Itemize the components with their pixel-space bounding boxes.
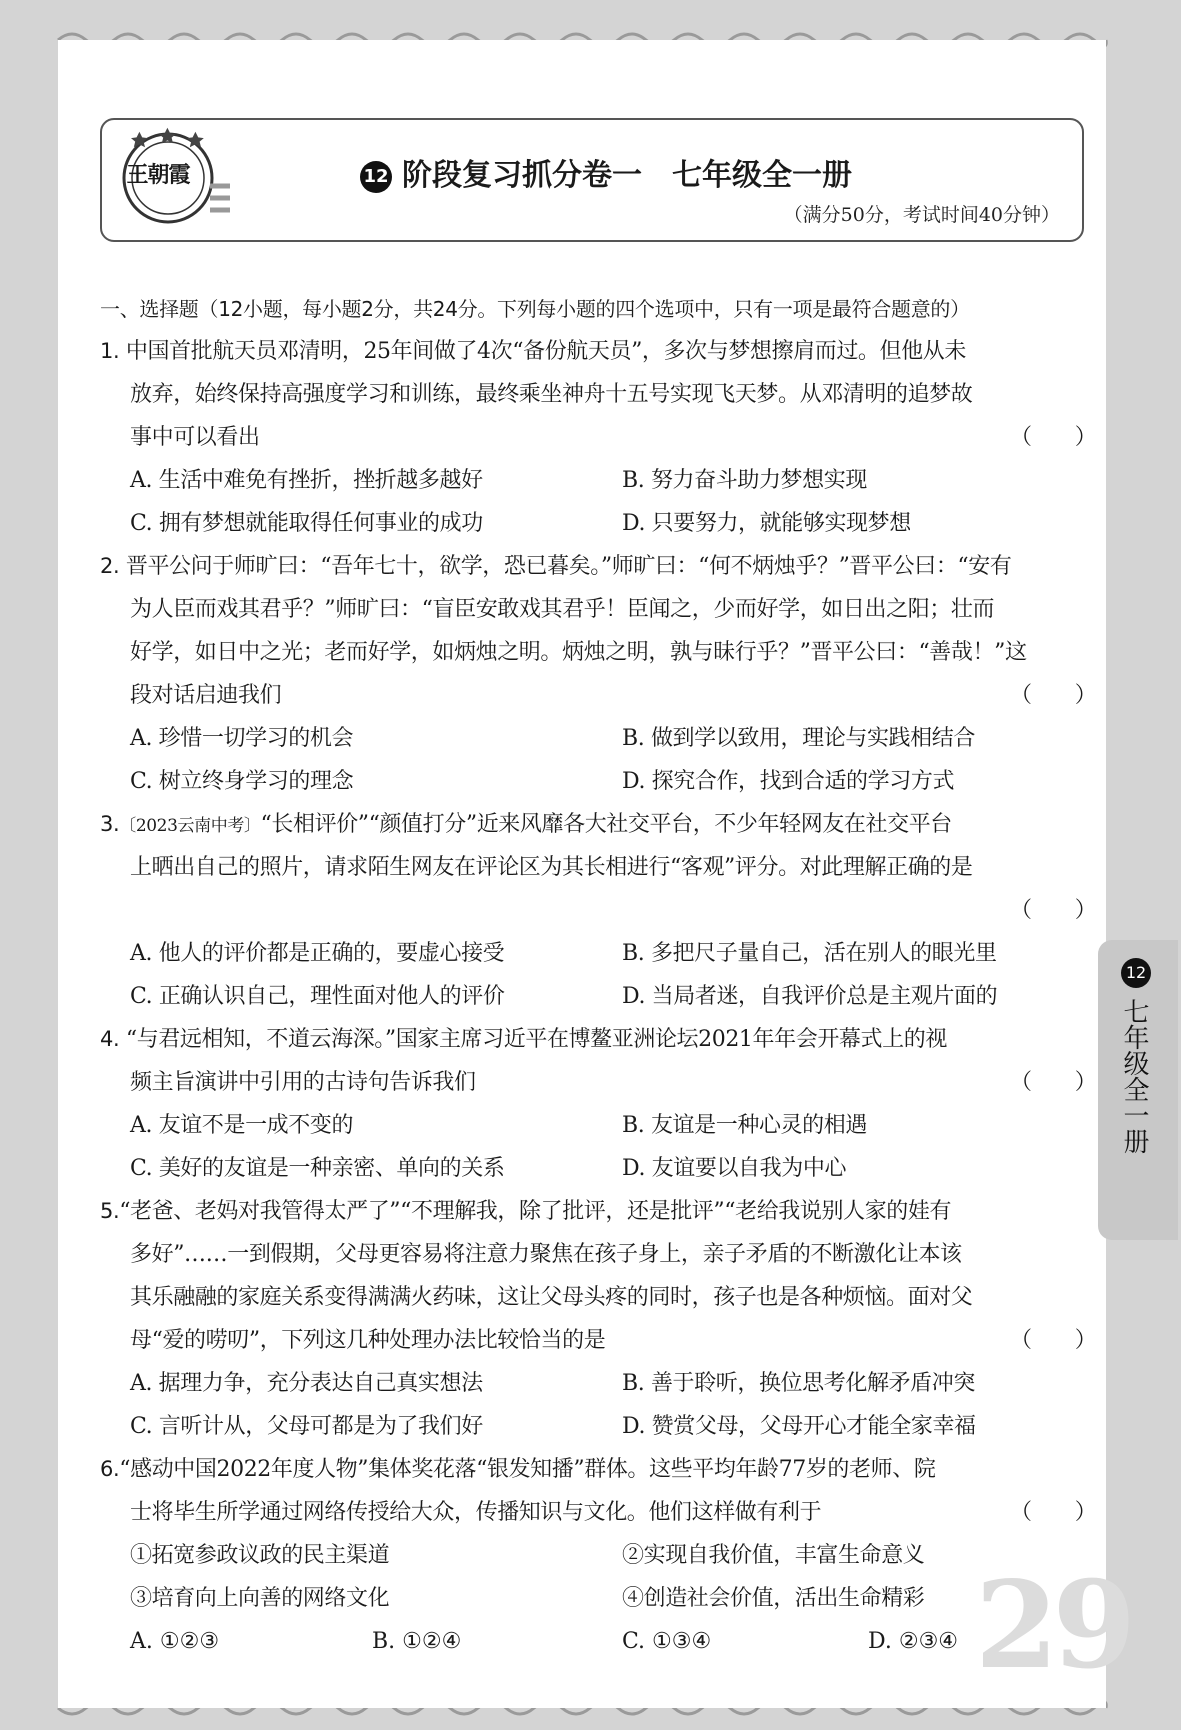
- question-1-options-row-2: [100, 502, 1080, 545]
- statement-2: ②实现自我价值，丰富生命意义: [622, 1543, 925, 1568]
- answer-blank[interactable]: （ ）: [1010, 1328, 1097, 1353]
- side-tab-number-badge: 12: [1121, 958, 1151, 988]
- question-source: 〔2023云南中考〕: [119, 816, 261, 836]
- question-5-line-2: 多好”……一到假期，父母更容易将注意力聚焦在孩子身上，亲子矛盾的不断激化让本该: [130, 1242, 962, 1267]
- option-c[interactable]: C. 树立终身学习的理念: [130, 769, 354, 794]
- section-heading: 一、选择题（12小题，每小题2分，共24分。下列每小题的四个选项中，只有一项是最符合题意的）: [100, 297, 970, 321]
- statement-1: ①拓宽参政议政的民主渠道: [130, 1543, 390, 1568]
- question-3-options-row-2: [100, 975, 1080, 1018]
- option-a[interactable]: A. 珍惜一切学习的机会: [130, 726, 354, 751]
- option-a[interactable]: A. 友谊不是一成不变的: [130, 1113, 354, 1138]
- option-d[interactable]: D. 当局者迷，自我评价总是主观片面的: [622, 984, 998, 1009]
- option-c[interactable]: C. 美好的友谊是一种亲密、单向的关系: [130, 1156, 505, 1181]
- question-1-line-1: 1. 中国首批航天员邓清明，25年间做了4次“备份航天员”，多次与梦想擦肩而过。但他从未: [100, 339, 966, 364]
- question-6-options-row: [100, 1620, 1080, 1663]
- question-5-options-row-1: [100, 1362, 1080, 1405]
- answer-blank[interactable]: （ ）: [1010, 1500, 1097, 1525]
- option-b[interactable]: B. ①②④: [372, 1629, 462, 1654]
- question-2-line-1: 2. 晋平公问于师旷曰：“吾年七十，欲学，恐已暮矣。”师旷曰：“何不炳烛乎？”晋平公曰：“安有: [100, 554, 1012, 579]
- answer-blank[interactable]: （ ）: [1010, 1070, 1097, 1095]
- question-5-line-4: 母“爱的唠叨”，下列这几种处理办法比较恰当的是 （ ）: [100, 1319, 1080, 1362]
- option-d[interactable]: D. 探究合作，找到合适的学习方式: [622, 769, 955, 794]
- question-6-line-2: 士将毕生所学通过网络传授给大众，传播知识与文化。他们这样做有利于 （ ）: [100, 1491, 1080, 1534]
- question-6-line-1: 6.“感动中国2022年度人物”集体奖花落“银发知播”群体。这些平均年龄77岁的老师、院: [100, 1457, 936, 1482]
- question-4-line-1: 4. “与君远相知，不道云海深。”国家主席习近平在博鳌亚洲论坛2021年年会开幕式上的视: [100, 1027, 947, 1052]
- statement-4: ④创造社会价值，活出生命精彩: [622, 1586, 925, 1611]
- question-5-line-3: 其乐融融的家庭关系变得满满火药味，这让父母头疼的同时，孩子也是各种烦恼。面对父: [130, 1285, 973, 1310]
- question-4-line-2: 频主旨演讲中引用的古诗句告诉我们 （ ）: [100, 1061, 1080, 1104]
- question-2-line-2: 为人臣而戏其君乎？”师旷曰：“盲臣安敢戏其君乎！臣闻之，少而好学，如日出之阳；壮而: [130, 597, 995, 622]
- option-b[interactable]: B. 友谊是一种心灵的相遇: [622, 1113, 867, 1138]
- option-c[interactable]: C. 正确认识自己，理性面对他人的评价: [130, 984, 505, 1009]
- option-d[interactable]: D. 友谊要以自我为中心: [622, 1156, 847, 1181]
- paper-title: [360, 150, 980, 194]
- option-c[interactable]: C. 言听计从，父母可都是为了我们好: [130, 1414, 483, 1439]
- question-3-line-3: [100, 889, 1097, 932]
- side-tab-label: 七年级全一册: [1119, 998, 1149, 1154]
- question-4-options-row-1: [100, 1104, 1080, 1147]
- answer-blank[interactable]: （ ）: [1010, 683, 1097, 708]
- question-6-statements-row-1: [100, 1534, 1080, 1577]
- question-1-line-3: 事中可以看出 （ ）: [100, 416, 1080, 459]
- option-c[interactable]: C. ①③④: [622, 1629, 712, 1654]
- option-d[interactable]: D. ②③④: [868, 1629, 959, 1654]
- paper-number-badge: 12: [360, 161, 392, 193]
- question-4-options-row-2: [100, 1147, 1080, 1190]
- question-2-line-4: 段对话启迪我们 （ ）: [100, 674, 1080, 717]
- question-1-line-2: 放弃，始终保持高强度学习和训练，最终乘坐神舟十五号实现飞天梦。从邓清明的追梦故: [130, 382, 973, 407]
- option-a[interactable]: A. 据理力争，充分表达自己真实想法: [130, 1371, 483, 1396]
- side-tab: [1098, 940, 1178, 1240]
- question-2-options-row-2: [100, 760, 1080, 803]
- option-d[interactable]: D. 只要努力，就能够实现梦想: [622, 511, 911, 536]
- question-2-options-row-1: [100, 717, 1080, 760]
- option-b[interactable]: B. 努力奋斗助力梦想实现: [622, 468, 867, 493]
- page-number: 29: [975, 1555, 1130, 1696]
- paper-subtitle: （满分50分，考试时间40分钟）: [783, 204, 1060, 226]
- option-d[interactable]: D. 赞赏父母，父母开心才能全家幸福: [622, 1414, 976, 1439]
- option-b[interactable]: B. 善于聆听，换位思考化解矛盾冲突: [622, 1371, 975, 1396]
- answer-blank[interactable]: （ ）: [1010, 425, 1097, 450]
- option-b[interactable]: B. 做到学以致用，理论与实践相结合: [622, 726, 975, 751]
- question-5-options-row-2: [100, 1405, 1080, 1448]
- option-b[interactable]: B. 多把尺子量自己，活在别人的眼光里: [622, 941, 997, 966]
- question-3-options-row-1: [100, 932, 1080, 975]
- paper-title-text: 阶段复习抓分卷一 七年级全一册: [402, 158, 852, 193]
- question-3-line-2: 上晒出自己的照片，请求陌生网友在评论区为其长相进行“客观”评分。对此理解正确的是: [130, 855, 973, 880]
- question-2-line-3: 好学，如日中之光；老而好学，如炳烛之明。炳烛之明，孰与昧行乎？”晋平公曰：“善哉！”这: [130, 640, 1027, 665]
- question-section: [100, 288, 1097, 1663]
- question-3-line-1: 3.〔2023云南中考〕“长相评价”“颜值打分”近来风靡各大社交平台，不少年轻网友在社交平台: [100, 812, 952, 837]
- option-a[interactable]: A. ①②③: [130, 1629, 220, 1654]
- paper-header: [100, 118, 1084, 242]
- question-6-statements-row-2: [100, 1577, 1080, 1620]
- question-1-options-row-1: [100, 459, 1080, 502]
- option-a[interactable]: A. 他人的评价都是正确的，要虚心接受: [130, 941, 505, 966]
- statement-3: ③培育向上向善的网络文化: [130, 1586, 390, 1611]
- option-a[interactable]: A. 生活中难免有挫折，挫折越多越好: [130, 468, 483, 493]
- option-c[interactable]: C. 拥有梦想就能取得任何事业的成功: [130, 511, 483, 536]
- logo-text: 王朝霞: [126, 162, 190, 188]
- answer-blank[interactable]: （ ）: [1010, 898, 1097, 923]
- question-5-line-1: 5.“老爸、老妈对我管得太严了”“不理解我，除了批评，还是批评”“老给我说别人家的娃有: [100, 1199, 952, 1224]
